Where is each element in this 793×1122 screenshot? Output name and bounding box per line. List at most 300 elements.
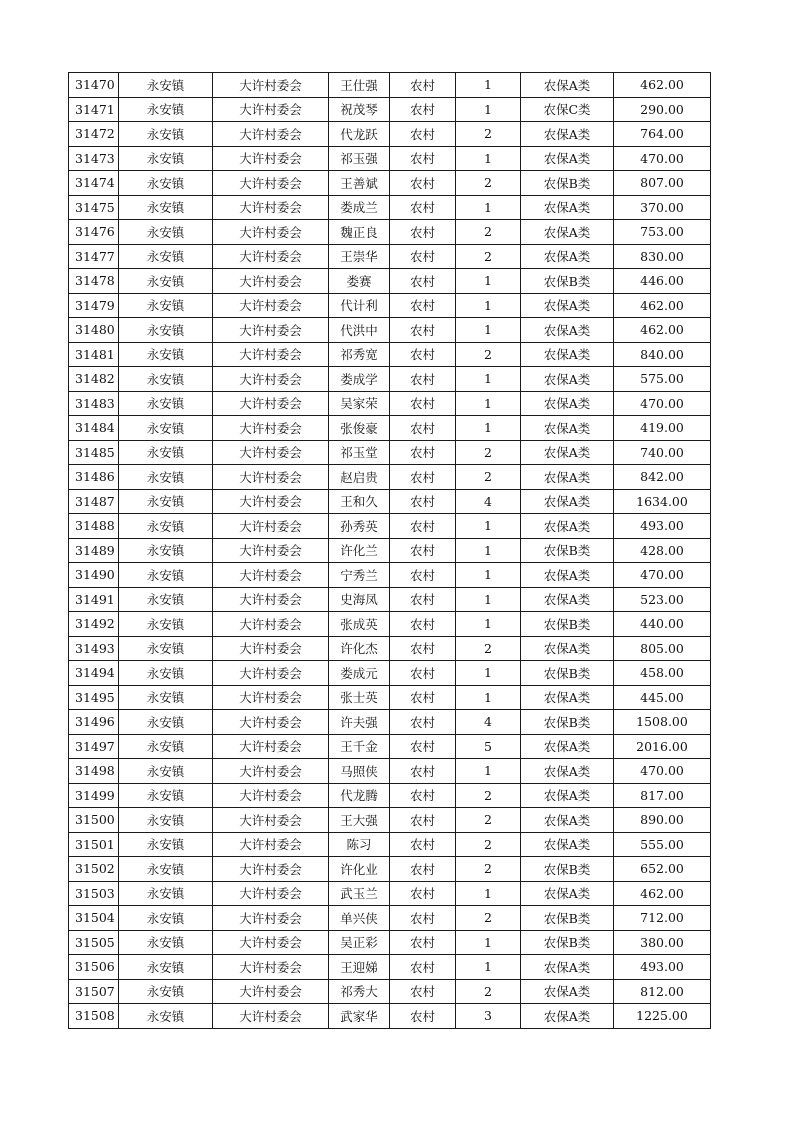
record-id-cell: 31476 [69, 220, 119, 245]
table-row [69, 97, 711, 122]
area-type-cell: 农村 [390, 465, 456, 490]
record-id-cell: 31485 [69, 440, 119, 465]
town-cell: 永安镇 [119, 759, 213, 784]
insurance-category-cell: 农保B类 [521, 857, 614, 882]
insurance-category-cell: 农保B类 [521, 538, 614, 563]
town-cell: 永安镇 [119, 808, 213, 833]
record-id-cell: 31479 [69, 293, 119, 318]
household-size-cell: 2 [456, 906, 521, 931]
record-id-cell: 31474 [69, 171, 119, 196]
person-name-cell: 孙秀英 [329, 514, 390, 539]
record-id-cell: 31473 [69, 146, 119, 171]
amount-cell: 712.00 [614, 906, 711, 931]
area-type-cell: 农村 [390, 538, 456, 563]
household-size-cell: 1 [456, 318, 521, 343]
household-size-cell: 1 [456, 538, 521, 563]
household-size-cell: 2 [456, 465, 521, 490]
area-type-cell: 农村 [390, 342, 456, 367]
person-name-cell: 娄成元 [329, 661, 390, 686]
household-size-cell: 1 [456, 146, 521, 171]
record-id-cell: 31496 [69, 710, 119, 735]
area-type-cell: 农村 [390, 832, 456, 857]
amount-cell: 753.00 [614, 220, 711, 245]
table-row [69, 685, 711, 710]
person-name-cell: 代龙腾 [329, 783, 390, 808]
village-committee-cell: 大许村委会 [213, 563, 329, 588]
household-size-cell: 2 [456, 808, 521, 833]
insurance-category-cell: 农保A类 [521, 195, 614, 220]
person-name-cell: 娄成学 [329, 367, 390, 392]
household-size-cell: 1 [456, 563, 521, 588]
person-name-cell: 单兴侠 [329, 906, 390, 931]
village-committee-cell: 大许村委会 [213, 391, 329, 416]
person-name-cell: 许夫强 [329, 710, 390, 735]
insurance-category-cell: 农保A类 [521, 881, 614, 906]
insurance-category-cell: 农保A类 [521, 293, 614, 318]
village-committee-cell: 大许村委会 [213, 881, 329, 906]
table-row [69, 440, 711, 465]
amount-cell: 462.00 [614, 293, 711, 318]
amount-cell: 1225.00 [614, 1004, 711, 1029]
person-name-cell: 王千金 [329, 734, 390, 759]
table-row [69, 563, 711, 588]
village-committee-cell: 大许村委会 [213, 146, 329, 171]
village-committee-cell: 大许村委会 [213, 465, 329, 490]
amount-cell: 419.00 [614, 416, 711, 441]
person-name-cell: 陈习 [329, 832, 390, 857]
village-committee-cell: 大许村委会 [213, 440, 329, 465]
person-name-cell: 张士英 [329, 685, 390, 710]
area-type-cell: 农村 [390, 759, 456, 784]
amount-cell: 807.00 [614, 171, 711, 196]
insurance-category-cell: 农保A类 [521, 367, 614, 392]
amount-cell: 740.00 [614, 440, 711, 465]
insurance-category-cell: 农保A类 [521, 342, 614, 367]
table-row [69, 514, 711, 539]
area-type-cell: 农村 [390, 171, 456, 196]
insurance-category-cell: 农保B类 [521, 906, 614, 931]
village-committee-cell: 大许村委会 [213, 367, 329, 392]
table-row [69, 318, 711, 343]
table-row [69, 269, 711, 294]
village-committee-cell: 大许村委会 [213, 220, 329, 245]
amount-cell: 575.00 [614, 367, 711, 392]
household-size-cell: 2 [456, 171, 521, 196]
insurance-category-cell: 农保A类 [521, 759, 614, 784]
table-row [69, 636, 711, 661]
insurance-category-cell: 农保A类 [521, 122, 614, 147]
record-id-cell: 31493 [69, 636, 119, 661]
village-committee-cell: 大许村委会 [213, 906, 329, 931]
record-id-cell: 31477 [69, 244, 119, 269]
amount-cell: 1508.00 [614, 710, 711, 735]
village-committee-cell: 大许村委会 [213, 73, 329, 98]
amount-cell: 805.00 [614, 636, 711, 661]
person-name-cell: 宁秀兰 [329, 563, 390, 588]
village-committee-cell: 大许村委会 [213, 195, 329, 220]
area-type-cell: 农村 [390, 710, 456, 735]
insurance-category-cell: 农保A类 [521, 685, 614, 710]
table-row [69, 808, 711, 833]
household-size-cell: 2 [456, 122, 521, 147]
village-committee-cell: 大许村委会 [213, 171, 329, 196]
area-type-cell: 农村 [390, 146, 456, 171]
town-cell: 永安镇 [119, 1004, 213, 1029]
record-id-cell: 31482 [69, 367, 119, 392]
town-cell: 永安镇 [119, 661, 213, 686]
household-size-cell: 2 [456, 244, 521, 269]
table-row [69, 465, 711, 490]
town-cell: 永安镇 [119, 734, 213, 759]
area-type-cell: 农村 [390, 244, 456, 269]
record-id-cell: 31506 [69, 955, 119, 980]
town-cell: 永安镇 [119, 440, 213, 465]
amount-cell: 470.00 [614, 759, 711, 784]
amount-cell: 445.00 [614, 685, 711, 710]
area-type-cell: 农村 [390, 734, 456, 759]
household-size-cell: 1 [456, 416, 521, 441]
record-id-cell: 31487 [69, 489, 119, 514]
insurance-category-cell: 农保A类 [521, 489, 614, 514]
insurance-category-cell: 农保A类 [521, 73, 614, 98]
amount-cell: 470.00 [614, 563, 711, 588]
area-type-cell: 农村 [390, 906, 456, 931]
table-row [69, 979, 711, 1004]
household-size-cell: 1 [456, 661, 521, 686]
town-cell: 永安镇 [119, 955, 213, 980]
person-name-cell: 马照侠 [329, 759, 390, 784]
table-row [69, 759, 711, 784]
table-row [69, 73, 711, 98]
area-type-cell: 农村 [390, 563, 456, 588]
person-name-cell: 王仕强 [329, 73, 390, 98]
insurance-category-cell: 农保A类 [521, 832, 614, 857]
person-name-cell: 王大强 [329, 808, 390, 833]
table-row [69, 244, 711, 269]
village-committee-cell: 大许村委会 [213, 122, 329, 147]
village-committee-cell: 大许村委会 [213, 244, 329, 269]
insurance-category-cell: 农保A类 [521, 220, 614, 245]
household-size-cell: 2 [456, 832, 521, 857]
amount-cell: 1634.00 [614, 489, 711, 514]
town-cell: 永安镇 [119, 906, 213, 931]
table-row [69, 367, 711, 392]
town-cell: 永安镇 [119, 269, 213, 294]
record-id-cell: 31475 [69, 195, 119, 220]
area-type-cell: 农村 [390, 195, 456, 220]
household-size-cell: 1 [456, 612, 521, 637]
table-row [69, 587, 711, 612]
household-size-cell: 1 [456, 195, 521, 220]
insurance-category-cell: 农保B类 [521, 269, 614, 294]
person-name-cell: 祁玉堂 [329, 440, 390, 465]
area-type-cell: 农村 [390, 930, 456, 955]
area-type-cell: 农村 [390, 979, 456, 1004]
table-row [69, 955, 711, 980]
village-committee-cell: 大许村委会 [213, 538, 329, 563]
town-cell: 永安镇 [119, 122, 213, 147]
village-committee-cell: 大许村委会 [213, 685, 329, 710]
village-committee-cell: 大许村委会 [213, 734, 329, 759]
person-name-cell: 武家华 [329, 1004, 390, 1029]
household-size-cell: 3 [456, 1004, 521, 1029]
person-name-cell: 娄赛 [329, 269, 390, 294]
record-id-cell: 31498 [69, 759, 119, 784]
insurance-category-cell: 农保A类 [521, 146, 614, 171]
insurance-category-cell: 农保A类 [521, 391, 614, 416]
person-name-cell: 祁秀大 [329, 979, 390, 1004]
town-cell: 永安镇 [119, 514, 213, 539]
town-cell: 永安镇 [119, 367, 213, 392]
town-cell: 永安镇 [119, 489, 213, 514]
amount-cell: 523.00 [614, 587, 711, 612]
town-cell: 永安镇 [119, 73, 213, 98]
table-row [69, 710, 711, 735]
amount-cell: 380.00 [614, 930, 711, 955]
insurance-category-cell: 农保A类 [521, 636, 614, 661]
record-id-cell: 31492 [69, 612, 119, 637]
amount-cell: 470.00 [614, 391, 711, 416]
person-name-cell: 娄成兰 [329, 195, 390, 220]
area-type-cell: 农村 [390, 857, 456, 882]
household-size-cell: 1 [456, 514, 521, 539]
amount-cell: 462.00 [614, 318, 711, 343]
village-committee-cell: 大许村委会 [213, 759, 329, 784]
insurance-category-cell: 农保A类 [521, 734, 614, 759]
household-size-cell: 1 [456, 955, 521, 980]
amount-cell: 470.00 [614, 146, 711, 171]
area-type-cell: 农村 [390, 367, 456, 392]
insurance-category-cell: 农保B类 [521, 930, 614, 955]
area-type-cell: 农村 [390, 122, 456, 147]
table-row [69, 734, 711, 759]
town-cell: 永安镇 [119, 930, 213, 955]
person-name-cell: 魏正良 [329, 220, 390, 245]
household-size-cell: 4 [456, 710, 521, 735]
amount-cell: 842.00 [614, 465, 711, 490]
person-name-cell: 祁秀宽 [329, 342, 390, 367]
village-committee-cell: 大许村委会 [213, 416, 329, 441]
town-cell: 永安镇 [119, 881, 213, 906]
record-id-cell: 31472 [69, 122, 119, 147]
area-type-cell: 农村 [390, 881, 456, 906]
table-row [69, 416, 711, 441]
records-table [68, 72, 711, 1029]
village-committee-cell: 大许村委会 [213, 808, 329, 833]
record-id-cell: 31470 [69, 73, 119, 98]
area-type-cell: 农村 [390, 269, 456, 294]
record-id-cell: 31494 [69, 661, 119, 686]
town-cell: 永安镇 [119, 538, 213, 563]
record-id-cell: 31501 [69, 832, 119, 857]
record-id-cell: 31503 [69, 881, 119, 906]
village-committee-cell: 大许村委会 [213, 955, 329, 980]
area-type-cell: 农村 [390, 440, 456, 465]
town-cell: 永安镇 [119, 636, 213, 661]
village-committee-cell: 大许村委会 [213, 857, 329, 882]
insurance-category-cell: 农保B类 [521, 710, 614, 735]
person-name-cell: 张俊豪 [329, 416, 390, 441]
village-committee-cell: 大许村委会 [213, 930, 329, 955]
record-id-cell: 31507 [69, 979, 119, 1004]
insurance-category-cell: 农保A类 [521, 1004, 614, 1029]
record-id-cell: 31502 [69, 857, 119, 882]
town-cell: 永安镇 [119, 244, 213, 269]
area-type-cell: 农村 [390, 1004, 456, 1029]
village-committee-cell: 大许村委会 [213, 612, 329, 637]
household-size-cell: 2 [456, 783, 521, 808]
record-id-cell: 31505 [69, 930, 119, 955]
amount-cell: 652.00 [614, 857, 711, 882]
household-size-cell: 2 [456, 857, 521, 882]
table-row [69, 1004, 711, 1029]
town-cell: 永安镇 [119, 710, 213, 735]
table-row [69, 538, 711, 563]
area-type-cell: 农村 [390, 489, 456, 514]
record-id-cell: 31497 [69, 734, 119, 759]
household-size-cell: 1 [456, 293, 521, 318]
person-name-cell: 许化杰 [329, 636, 390, 661]
insurance-category-cell: 农保A类 [521, 808, 614, 833]
village-committee-cell: 大许村委会 [213, 269, 329, 294]
area-type-cell: 农村 [390, 955, 456, 980]
person-name-cell: 代洪中 [329, 318, 390, 343]
person-name-cell: 王崇华 [329, 244, 390, 269]
record-id-cell: 31483 [69, 391, 119, 416]
village-committee-cell: 大许村委会 [213, 1004, 329, 1029]
town-cell: 永安镇 [119, 587, 213, 612]
table-row [69, 171, 711, 196]
insurance-category-cell: 农保A类 [521, 318, 614, 343]
record-id-cell: 31508 [69, 1004, 119, 1029]
insurance-category-cell: 农保B类 [521, 612, 614, 637]
record-id-cell: 31500 [69, 808, 119, 833]
village-committee-cell: 大许村委会 [213, 710, 329, 735]
record-id-cell: 31489 [69, 538, 119, 563]
insurance-category-cell: 农保A类 [521, 955, 614, 980]
record-id-cell: 31499 [69, 783, 119, 808]
area-type-cell: 农村 [390, 808, 456, 833]
area-type-cell: 农村 [390, 612, 456, 637]
area-type-cell: 农村 [390, 293, 456, 318]
person-name-cell: 王迎娣 [329, 955, 390, 980]
person-name-cell: 赵启贵 [329, 465, 390, 490]
amount-cell: 2016.00 [614, 734, 711, 759]
person-name-cell: 许化业 [329, 857, 390, 882]
person-name-cell: 张成英 [329, 612, 390, 637]
town-cell: 永安镇 [119, 293, 213, 318]
town-cell: 永安镇 [119, 783, 213, 808]
table-body [69, 73, 711, 1029]
insurance-category-cell: 农保A类 [521, 465, 614, 490]
insurance-category-cell: 农保C类 [521, 97, 614, 122]
amount-cell: 812.00 [614, 979, 711, 1004]
table-row [69, 220, 711, 245]
table-row [69, 906, 711, 931]
record-id-cell: 31486 [69, 465, 119, 490]
table-row [69, 881, 711, 906]
area-type-cell: 农村 [390, 391, 456, 416]
insurance-category-cell: 农保B类 [521, 661, 614, 686]
village-committee-cell: 大许村委会 [213, 832, 329, 857]
household-size-cell: 1 [456, 367, 521, 392]
amount-cell: 446.00 [614, 269, 711, 294]
amount-cell: 462.00 [614, 881, 711, 906]
amount-cell: 440.00 [614, 612, 711, 637]
household-size-cell: 2 [456, 440, 521, 465]
person-name-cell: 吴正彩 [329, 930, 390, 955]
household-size-cell: 1 [456, 881, 521, 906]
town-cell: 永安镇 [119, 342, 213, 367]
record-id-cell: 31471 [69, 97, 119, 122]
household-size-cell: 1 [456, 587, 521, 612]
record-id-cell: 31488 [69, 514, 119, 539]
table-row [69, 857, 711, 882]
area-type-cell: 农村 [390, 416, 456, 441]
amount-cell: 493.00 [614, 514, 711, 539]
amount-cell: 290.00 [614, 97, 711, 122]
amount-cell: 462.00 [614, 73, 711, 98]
person-name-cell: 祝茂琴 [329, 97, 390, 122]
amount-cell: 890.00 [614, 808, 711, 833]
insurance-category-cell: 农保A类 [521, 563, 614, 588]
table-row [69, 783, 711, 808]
household-size-cell: 2 [456, 979, 521, 1004]
village-committee-cell: 大许村委会 [213, 979, 329, 1004]
household-size-cell: 1 [456, 73, 521, 98]
household-size-cell: 1 [456, 269, 521, 294]
person-name-cell: 王和久 [329, 489, 390, 514]
person-name-cell: 吴家荣 [329, 391, 390, 416]
person-name-cell: 祁玉强 [329, 146, 390, 171]
table-row [69, 342, 711, 367]
record-id-cell: 31481 [69, 342, 119, 367]
village-committee-cell: 大许村委会 [213, 514, 329, 539]
area-type-cell: 农村 [390, 636, 456, 661]
area-type-cell: 农村 [390, 73, 456, 98]
town-cell: 永安镇 [119, 465, 213, 490]
table-row [69, 293, 711, 318]
household-size-cell: 2 [456, 342, 521, 367]
household-size-cell: 1 [456, 97, 521, 122]
person-name-cell: 代计利 [329, 293, 390, 318]
amount-cell: 370.00 [614, 195, 711, 220]
table-row [69, 832, 711, 857]
household-size-cell: 4 [456, 489, 521, 514]
table-row [69, 195, 711, 220]
town-cell: 永安镇 [119, 563, 213, 588]
village-committee-cell: 大许村委会 [213, 342, 329, 367]
town-cell: 永安镇 [119, 318, 213, 343]
person-name-cell: 武玉兰 [329, 881, 390, 906]
household-size-cell: 1 [456, 685, 521, 710]
person-name-cell: 许化兰 [329, 538, 390, 563]
area-type-cell: 农村 [390, 587, 456, 612]
table-row [69, 661, 711, 686]
town-cell: 永安镇 [119, 979, 213, 1004]
town-cell: 永安镇 [119, 612, 213, 637]
village-committee-cell: 大许村委会 [213, 293, 329, 318]
insurance-category-cell: 农保A类 [521, 587, 614, 612]
amount-cell: 817.00 [614, 783, 711, 808]
amount-cell: 840.00 [614, 342, 711, 367]
area-type-cell: 农村 [390, 220, 456, 245]
village-committee-cell: 大许村委会 [213, 661, 329, 686]
insurance-category-cell: 农保A类 [521, 979, 614, 1004]
amount-cell: 764.00 [614, 122, 711, 147]
table-row [69, 612, 711, 637]
area-type-cell: 农村 [390, 514, 456, 539]
